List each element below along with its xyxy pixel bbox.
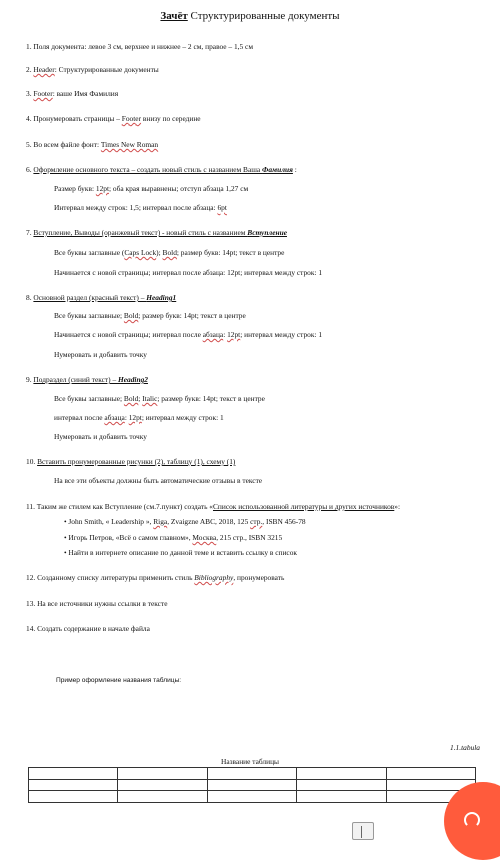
list-item-8-sub-2: Начинается с новой страницы; интервал после абзаца: 12pt; интервал между строк: 1 (54, 330, 323, 339)
page-title: Зачёт Структурированные документы (160, 10, 340, 22)
table-row (29, 768, 476, 780)
table-cell (297, 768, 386, 780)
bullet-item-1: • John Smith, « Leadership », Riga, Zvaigzne ABC, 2018, 125 стр., ISBN 456-78 (64, 517, 306, 526)
table-row (29, 779, 476, 791)
list-item-1: 1. Поля документа: левое 3 см, верхнее и нижнее – 2 см, правое – 1,5 см (26, 42, 254, 51)
list-item-8: 8. Основной раздел (красный текст) – Heading1 (26, 293, 177, 302)
table-cell (207, 779, 296, 791)
table-cell (207, 768, 296, 780)
table-cell (297, 779, 386, 791)
list-item-6: 6. Оформление основного текста – создать новый стиль с названием Ваша Фамилия : (26, 165, 297, 174)
list-item-7-sub-2: Начинается с новой страницы; интервал после абзаца: 12pt; интервал между строк: 1 (54, 268, 323, 277)
list-item-5: 5. Во всем файле фонт: Times New Roman (26, 140, 159, 149)
table-cell (29, 768, 118, 780)
list-item-9: 9. Подраздел (синий текст) – Heading2 (26, 375, 148, 384)
table-cell (118, 779, 207, 791)
table-cell (297, 791, 386, 803)
table-caption-label: 1.1.tabula (450, 743, 480, 752)
table-cell (29, 779, 118, 791)
list-item-14: 14. Создать содержание в начале файла (26, 624, 150, 633)
list-item-13: 13. На все источники нужны ссылки в тексте (26, 599, 168, 608)
list-item-12: 12. Созданному списку литературы применить стиль Bibliography, пронумеровать (26, 573, 285, 582)
table-title: Название таблицы (221, 757, 279, 766)
table-cell (207, 791, 296, 803)
card-divider (361, 826, 366, 838)
list-item-8-sub-3: Нумеровать и добавить точку (54, 350, 147, 359)
list-item-7-sub-1: Все буквы заглавные (Caps Lock); Bold; размер букв: 14pt; текст в центре (54, 248, 285, 257)
list-item-6-sub-2: Интервал между строк: 1,5; интервал после абзаца: 6pt (54, 203, 227, 212)
example-caption-text: Пример оформление названия таблицы: (56, 677, 182, 684)
sample-table (28, 767, 476, 803)
list-item-3: 3. Footer: ваше Имя Фамилия (26, 89, 119, 98)
pencil-icon[interactable] (464, 812, 480, 828)
list-item-9-sub-1: Все буквы заглавные; Bold; Italic; размер букв: 14pt; текст в центре (54, 394, 265, 403)
bullet-item-2: • Игорь Петров, «Всё о самом главном», Москва, 215 стр., ISBN 3215 (64, 533, 283, 542)
list-item-6-sub-1: Размер букв: 12pt; оба края выравнены; отступ абзаца 1,27 см (54, 184, 249, 193)
bullet-item-3: • Найти в интернете описание по данной теме и вставить ссылку в список (64, 548, 298, 557)
table-cell (118, 768, 207, 780)
list-item-9-sub-2: интервал после абзаца: 12pt; интервал между строк: 1 (54, 413, 224, 422)
list-item-2: 2. Header: Структурированные документы (26, 65, 159, 74)
list-item-8-sub-1: Все буквы заглавные; Bold; размер букв: 14pt; текст в центре (54, 311, 246, 320)
table-cell (118, 791, 207, 803)
table-row (29, 791, 476, 803)
list-item-10-sub-1: На все эти объекты должны быть автоматические отзывы в тексте (54, 476, 263, 485)
table-cell (386, 768, 475, 780)
table-cell (29, 791, 118, 803)
list-item-7: 7. Вступление, Выводы (оранжевый текст) - новый стиль с названием Вступление (26, 228, 287, 237)
list-item-9-sub-3: Нумеровать и добавить точку (54, 432, 147, 441)
list-item-4: 4. Пронумеровать страницы – Footer внизу по середине (26, 114, 201, 123)
list-item-10: 10. Вставить пронумерованные рисунки (2), таблицу (1), схему (1) (26, 457, 236, 466)
list-item-11: 11. Таким же стилем как Вступление (см.7.пункт) создать «Список использованной литературы и других источников»: (26, 502, 401, 511)
document-card-icon[interactable] (352, 822, 374, 840)
